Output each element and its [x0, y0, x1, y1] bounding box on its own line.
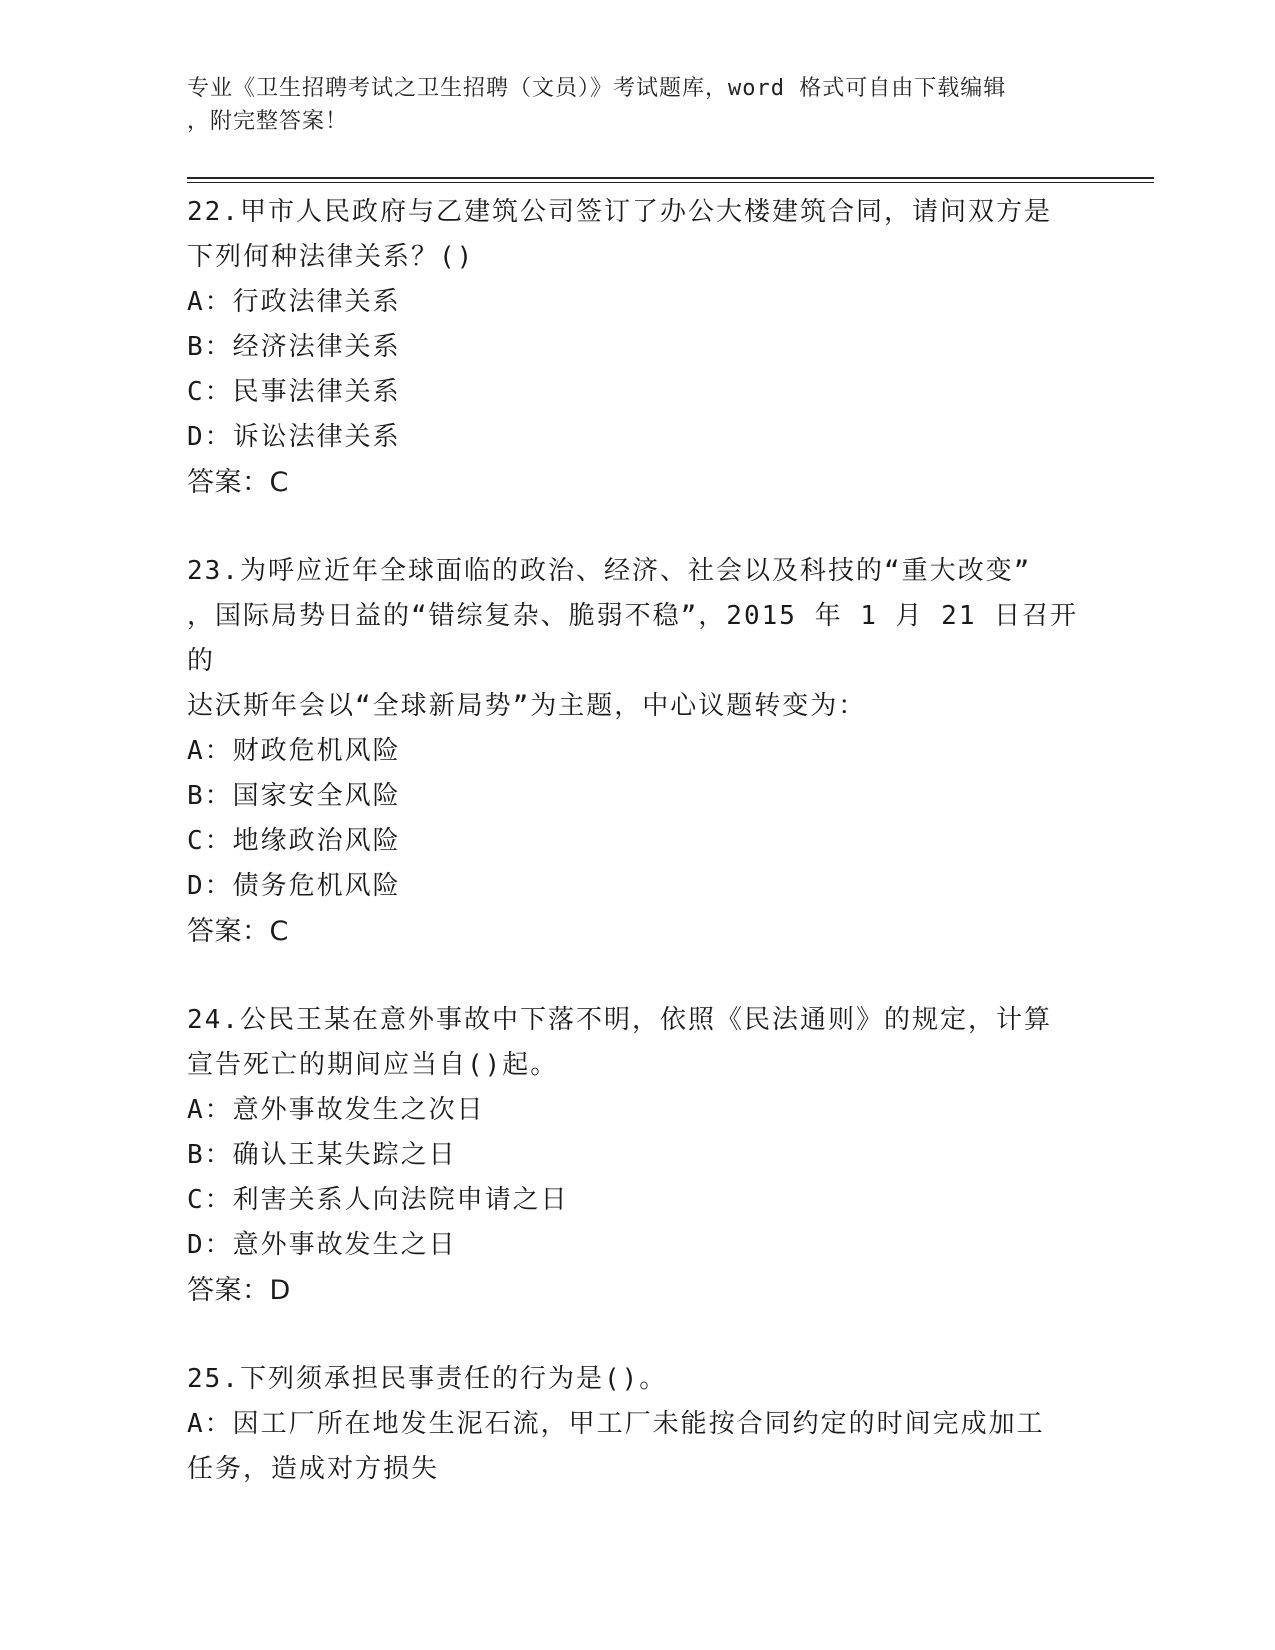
question-stem-line: ，国际局势日益的“错综复杂、脆弱不稳”，2015 年 1 月 21 日召开的: [187, 601, 1079, 676]
question-stem-line: 宣告死亡的期间应当自()起。: [187, 1050, 559, 1080]
question-list: [187, 190, 1087, 1492]
question-25: [187, 1357, 1087, 1492]
answer: 答案：C: [187, 916, 289, 947]
answer: 答案：C: [187, 467, 289, 498]
question-stem-line: 24.公民王某在意外事故中下落不明，依照《民法通则》的规定，计算: [187, 1005, 1052, 1035]
option-c: C：地缘政治风险: [187, 826, 401, 856]
question-22: [187, 190, 1087, 505]
option-b: B：经济法律关系: [187, 332, 401, 362]
option-d: D：诉讼法律关系: [187, 422, 401, 452]
header-line-2: ，附完整答案！: [187, 109, 349, 134]
option-c: C：民事法律关系: [187, 377, 401, 407]
question-spacer: [187, 505, 1087, 549]
question-stem-line: 23.为呼应近年全球面临的政治、经济、社会以及科技的“重大改变”: [187, 556, 1032, 586]
header-line-1: 专业《卫生招聘考试之卫生招聘（文员）》考试题库，word 格式可自由下载编辑: [187, 76, 1007, 101]
option-c: C：利害关系人向法院申请之日: [187, 1185, 569, 1215]
question-stem-line: 22.甲市人民政府与乙建筑公司签订了办公大楼建筑合同，请问双方是: [187, 197, 1052, 227]
question-stem-line: 达沃斯年会以“全球新局势”为主题，中心议题转变为：: [187, 691, 867, 721]
answer: 答案：D: [187, 1275, 291, 1306]
option-a: A：行政法律关系: [187, 287, 401, 317]
option-d: D：债务危机风险: [187, 871, 401, 901]
document-header: [187, 72, 1067, 138]
option-b: B：国家安全风险: [187, 781, 401, 811]
question-stem-line: 25.下列须承担民事责任的行为是()。: [187, 1364, 668, 1394]
question-stem-line: 下列何种法律关系？(): [187, 242, 475, 272]
option-b: B：确认王某失踪之日: [187, 1140, 457, 1170]
option-a: A：财政危机风险: [187, 736, 401, 766]
option-a: A：意外事故发生之次日: [187, 1095, 485, 1125]
question-spacer: [187, 1313, 1087, 1357]
header-divider-thick: [187, 177, 1154, 179]
option-a-continued: 任务，造成对方损失: [187, 1454, 440, 1484]
question-23: [187, 549, 1087, 954]
option-d: D：意外事故发生之日: [187, 1230, 457, 1260]
option-a: A：因工厂所在地发生泥石流，甲工厂未能按合同约定的时间完成加工: [187, 1409, 1045, 1439]
question-24: [187, 998, 1087, 1313]
header-divider-thin: [187, 182, 1154, 183]
question-spacer: [187, 954, 1087, 998]
